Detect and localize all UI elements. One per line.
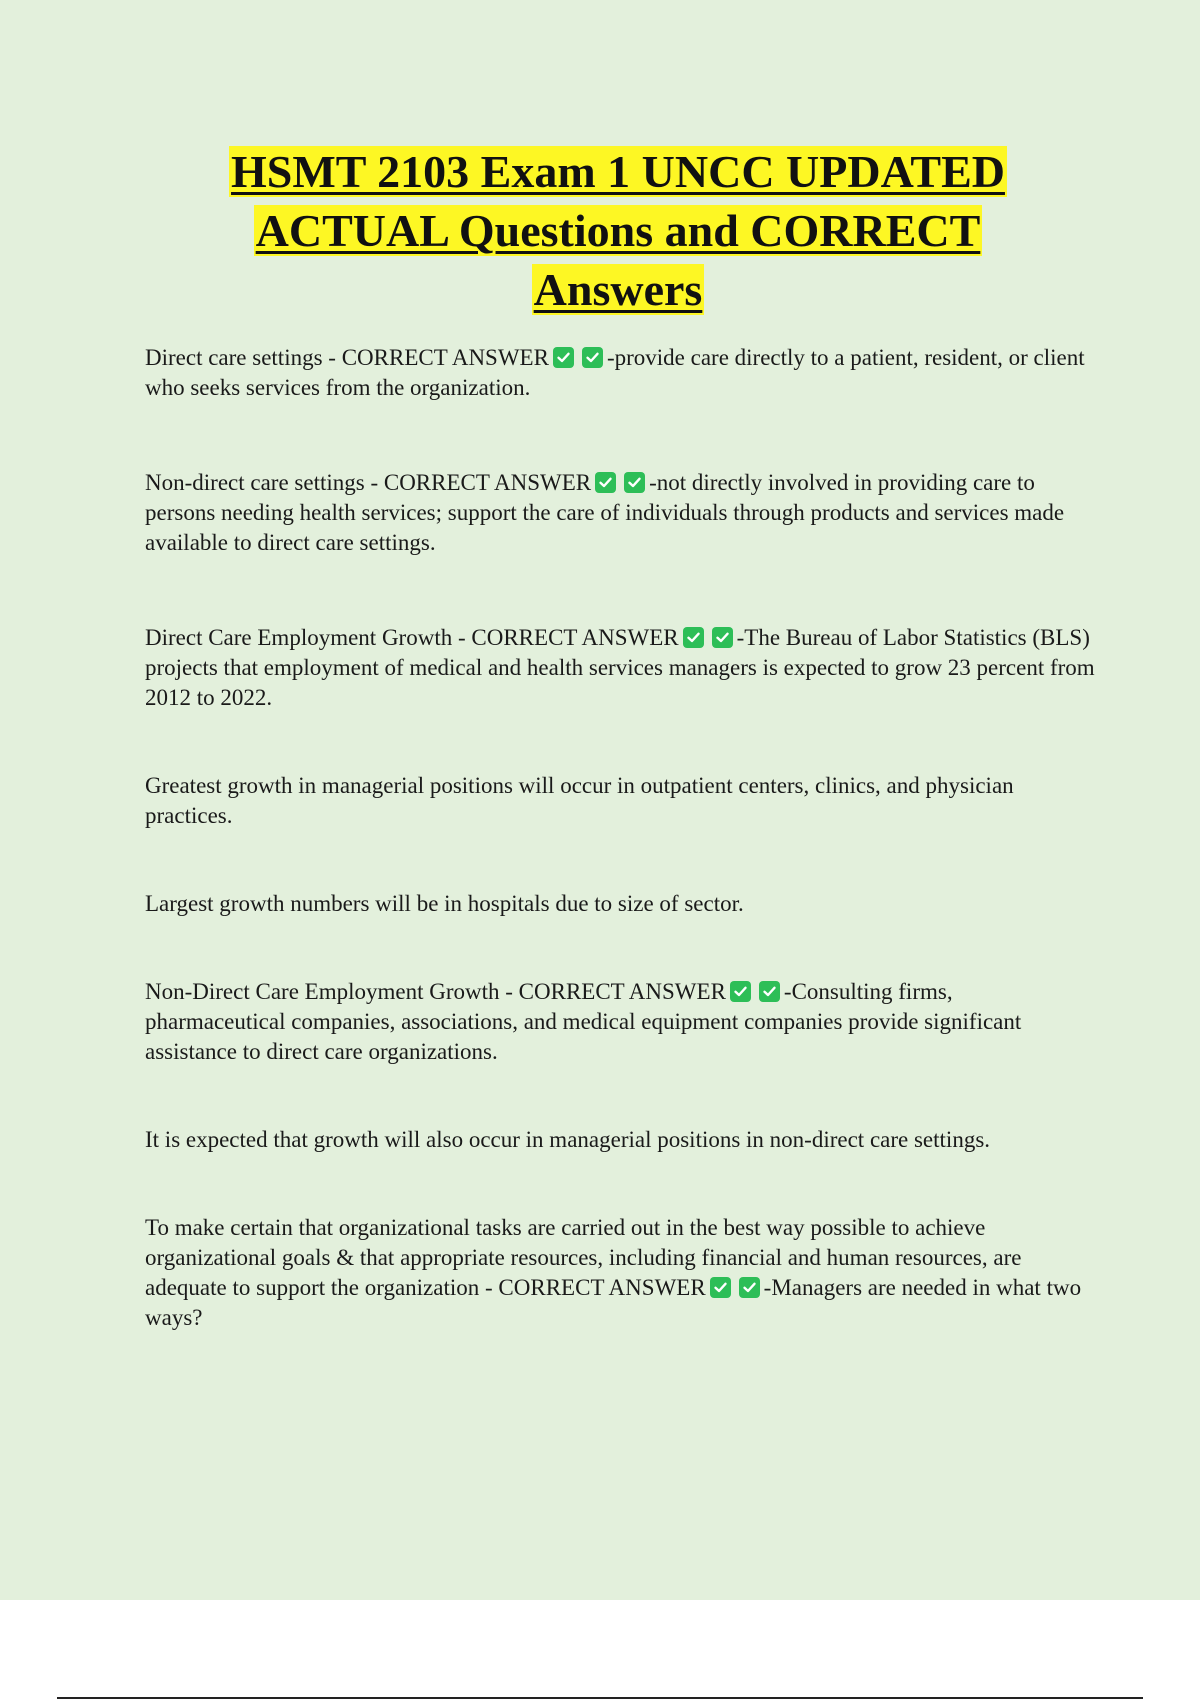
answer-marker: CORRECT ANSWER [383, 470, 592, 495]
qa-entry [145, 468, 1095, 558]
green-checkmark-icon [553, 347, 574, 368]
green-checkmark-icon [624, 472, 645, 493]
body-paragraph: Largest growth numbers will be in hospitals due to size of sector. [145, 891, 744, 916]
green-checkmark-icon [730, 981, 751, 1002]
answer-text: -Managers are needed in what two ways? [145, 1275, 1082, 1330]
answer-text: -The Bureau of Labor Statistics (BLS) projects that employment of medical and health services managers is expected to grow 23 percent from 2012 to 2022. [145, 625, 1095, 710]
title-line-2: ACTUAL Questions and CORRECT [255, 205, 981, 256]
qa-entry [145, 343, 1095, 403]
answer-text: -Consulting firms, pharmaceutical companies, associations, and medical equipment companies provide significant assistance to direct care organizations. [145, 979, 1022, 1064]
title-line-1: HSMT 2103 Exam 1 UNCC UPDATED [231, 146, 1005, 197]
answer-marker: CORRECT ANSWER [471, 625, 679, 650]
qa-entry [145, 977, 1095, 1067]
answer-text: -not directly involved in providing care to persons needing health services; support the care of individuals through products and services made available to direct care settings. [145, 470, 1065, 555]
title-block [150, 142, 1086, 319]
question-term: Direct Care Employment Growth - [145, 625, 472, 650]
green-checkmark-icon [710, 1277, 731, 1298]
question-term: Non-Direct Care Employment Growth - [145, 979, 519, 1004]
body-paragraph: Greatest growth in managerial positions will occur in outpatient centers, clinics, and physician practices. [145, 773, 1014, 828]
question-term: To make certain that organizational tasks are carried out in the best way possible to achieve organizational goals & that appropriate resources, including financial and human resources, are adequate to support the organization - [145, 1215, 1022, 1300]
qa-entry [145, 1213, 1095, 1333]
answer-marker: CORRECT ANSWER [518, 979, 726, 1004]
qa-entry [145, 623, 1095, 713]
question-term: Direct care settings - [145, 345, 342, 370]
qa-list [145, 343, 1095, 1333]
answer-marker: CORRECT ANSWER [498, 1275, 706, 1300]
green-checkmark-icon [582, 347, 603, 368]
green-checkmark-icon [759, 981, 780, 1002]
green-checkmark-icon [683, 627, 704, 648]
green-checkmark-icon [595, 472, 616, 493]
body-paragraph: It is expected that growth will also occur in managerial positions in non-direct care settings. [145, 1127, 991, 1152]
green-checkmark-icon [712, 627, 733, 648]
answer-text: -provide care directly to a patient, resident, or client who seeks services from the organization. [145, 345, 1085, 400]
answer-marker: CORRECT ANSWER [341, 345, 549, 370]
green-checkmark-icon [739, 1277, 760, 1298]
question-term: Non-direct care settings - [145, 470, 384, 495]
footer-divider [57, 1697, 1143, 1699]
title-line-3: Answers [533, 264, 703, 315]
document-title [150, 142, 1086, 319]
